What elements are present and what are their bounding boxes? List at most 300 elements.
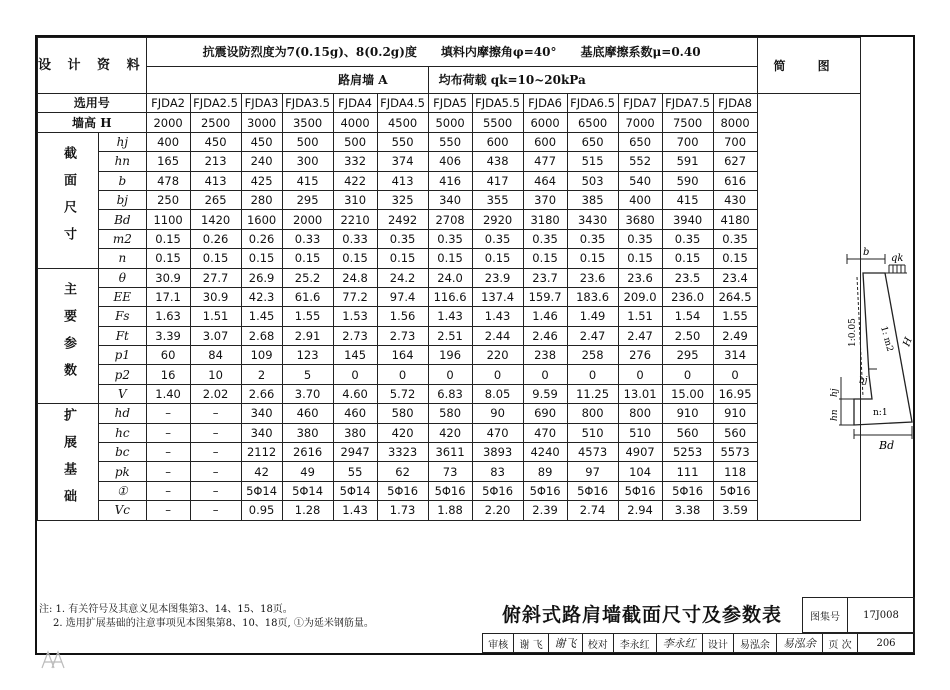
model-cell: FJDA5.5 — [472, 94, 523, 113]
value-cell: 600 — [523, 132, 567, 151]
table-row — [38, 287, 861, 306]
value-cell: 417 — [472, 171, 523, 190]
symbol-cell: hc — [99, 423, 147, 442]
value-cell: 0.35 — [472, 229, 523, 248]
height-cell: 3500 — [282, 113, 333, 132]
value-cell: 1.63 — [146, 307, 190, 326]
value-cell: 3180 — [523, 210, 567, 229]
value-cell: 23.6 — [618, 268, 662, 287]
value-cell: 5Φ16 — [713, 481, 757, 500]
value-cell: 370 — [523, 190, 567, 209]
symbol-cell: m2 — [99, 229, 147, 248]
value-cell: – — [190, 462, 241, 481]
value-cell: 2.51 — [428, 326, 472, 345]
value-cell: 590 — [662, 171, 713, 190]
value-cell: 5Φ14 — [282, 481, 333, 500]
value-cell: 0 — [428, 365, 472, 384]
value-cell: – — [190, 404, 241, 423]
height-cell: 7000 — [618, 113, 662, 132]
group-label: 截面尺寸 — [38, 132, 99, 268]
height-cell: 3000 — [241, 113, 282, 132]
value-cell: 2.02 — [190, 384, 241, 403]
value-cell: 0.15 — [713, 249, 757, 268]
value-cell: 5Φ16 — [428, 481, 472, 500]
value-cell: 1600 — [241, 210, 282, 229]
table-row — [38, 326, 861, 345]
value-cell: 3.70 — [282, 384, 333, 403]
value-cell: 355 — [472, 190, 523, 209]
wall-section-diagram — [817, 227, 915, 462]
value-cell: 690 — [523, 404, 567, 423]
value-cell: 1420 — [190, 210, 241, 229]
value-cell: 4240 — [523, 443, 567, 462]
value-cell: 90 — [472, 404, 523, 423]
value-cell: 400 — [146, 132, 190, 151]
symbol-cell: b — [99, 171, 147, 190]
value-cell: 1.43 — [428, 307, 472, 326]
value-cell: 464 — [523, 171, 567, 190]
value-cell: 2 — [241, 365, 282, 384]
value-cell: 500 — [282, 132, 333, 151]
value-cell: 165 — [146, 152, 190, 171]
value-cell: 3680 — [618, 210, 662, 229]
table-row — [38, 132, 861, 151]
value-cell: 406 — [428, 152, 472, 171]
value-cell: 2492 — [377, 210, 428, 229]
label-hn: hn — [830, 409, 840, 421]
model-cell: FJDA3 — [241, 94, 282, 113]
value-cell: 314 — [713, 346, 757, 365]
value-cell: 240 — [241, 152, 282, 171]
label-H: H — [901, 336, 915, 349]
reviewer-signature: 谢飞 — [549, 634, 583, 653]
table-row — [38, 152, 861, 171]
value-cell: 5Φ14 — [333, 481, 377, 500]
value-cell: 510 — [567, 423, 618, 442]
value-cell: – — [146, 404, 190, 423]
value-cell: 340 — [428, 190, 472, 209]
table-row — [38, 423, 861, 442]
value-cell: 0.15 — [618, 249, 662, 268]
value-cell: 450 — [241, 132, 282, 151]
value-cell: 5Φ16 — [662, 481, 713, 500]
value-cell: 460 — [333, 404, 377, 423]
height-label: 墙高 H — [38, 113, 147, 132]
value-cell: 213 — [190, 152, 241, 171]
value-cell: 413 — [377, 171, 428, 190]
value-cell: 0.35 — [523, 229, 567, 248]
model-cell: FJDA7.5 — [662, 94, 713, 113]
selection-label: 选用号 — [38, 94, 147, 113]
model-row — [38, 94, 861, 113]
table-row — [38, 229, 861, 248]
label-qk: qk — [891, 253, 904, 264]
value-cell: 650 — [618, 132, 662, 151]
value-cell: 2.39 — [523, 501, 567, 520]
value-cell: 238 — [523, 346, 567, 365]
value-cell: 2947 — [333, 443, 377, 462]
symbol-cell: hj — [99, 132, 147, 151]
model-cell: FJDA8 — [713, 94, 757, 113]
label-n: n:1 — [873, 408, 888, 418]
value-cell: 2.94 — [618, 501, 662, 520]
value-cell: 1.40 — [146, 384, 190, 403]
symbol-cell: Vc — [99, 501, 147, 520]
value-cell: 0.95 — [241, 501, 282, 520]
atlas-number-table — [802, 597, 915, 633]
value-cell: 3430 — [567, 210, 618, 229]
label-slope2: 1: m2 — [878, 325, 895, 353]
value-cell: 3.39 — [146, 326, 190, 345]
value-cell: 477 — [523, 152, 567, 171]
atlas-label: 图集号 — [803, 598, 848, 633]
value-cell: 5573 — [713, 443, 757, 462]
value-cell: 415 — [662, 190, 713, 209]
table-row — [38, 384, 861, 403]
note-2: 2. 选用扩展基础的注意事项见本图集第8、10、18页, ①为延米钢筋量。 — [53, 618, 374, 629]
symbol-cell: hn — [99, 152, 147, 171]
drawing-sheet — [35, 35, 915, 655]
value-cell: 183.6 — [567, 287, 618, 306]
value-cell: 295 — [282, 190, 333, 209]
value-cell: 340 — [241, 423, 282, 442]
value-cell: 600 — [472, 132, 523, 151]
value-cell: 413 — [190, 171, 241, 190]
value-cell: 164 — [377, 346, 428, 365]
value-cell: 0.15 — [523, 249, 567, 268]
value-cell: 0.15 — [241, 249, 282, 268]
value-cell: 460 — [282, 404, 333, 423]
height-cell: 5500 — [472, 113, 523, 132]
value-cell: 0 — [472, 365, 523, 384]
value-cell: 1.53 — [333, 307, 377, 326]
symbol-cell: pk — [99, 462, 147, 481]
value-cell: 627 — [713, 152, 757, 171]
table-row — [38, 210, 861, 229]
label-slope1: 1:0.05 — [848, 318, 858, 347]
value-cell: 1.43 — [472, 307, 523, 326]
value-cell: 2.73 — [333, 326, 377, 345]
value-cell: 84 — [190, 346, 241, 365]
height-cell: 7500 — [662, 113, 713, 132]
table-row — [38, 462, 861, 481]
value-cell: 0.15 — [472, 249, 523, 268]
value-cell: 0 — [523, 365, 567, 384]
value-cell: 24.2 — [377, 268, 428, 287]
model-cell: FJDA5 — [428, 94, 472, 113]
model-cell: FJDA4.5 — [377, 94, 428, 113]
designer-name: 易泓余 — [734, 634, 777, 653]
model-cell: FJDA3.5 — [282, 94, 333, 113]
value-cell: 97 — [567, 462, 618, 481]
value-cell: 159.7 — [523, 287, 567, 306]
value-cell: 325 — [377, 190, 428, 209]
design-label: 设计 — [702, 634, 733, 653]
value-cell: 0.15 — [146, 229, 190, 248]
table-row — [38, 268, 861, 287]
height-cell: 2000 — [146, 113, 190, 132]
value-cell: 0 — [618, 365, 662, 384]
value-cell: 196 — [428, 346, 472, 365]
value-cell: 1.45 — [241, 307, 282, 326]
value-cell: 1.54 — [662, 307, 713, 326]
value-cell: 425 — [241, 171, 282, 190]
reviewer-name: 谢 飞 — [514, 634, 549, 653]
value-cell: 4.60 — [333, 384, 377, 403]
value-cell: 2112 — [241, 443, 282, 462]
wall-type: 路肩墙 A — [146, 67, 428, 94]
model-cell: FJDA2 — [146, 94, 190, 113]
value-cell: 1.88 — [428, 501, 472, 520]
value-cell: 3323 — [377, 443, 428, 462]
value-cell: 123 — [282, 346, 333, 365]
value-cell: 400 — [618, 190, 662, 209]
value-cell: 420 — [428, 423, 472, 442]
symbol-cell: Bd — [99, 210, 147, 229]
value-cell: 332 — [333, 152, 377, 171]
value-cell: 24.8 — [333, 268, 377, 287]
label-Bd: Bd — [879, 439, 895, 452]
value-cell: 0.26 — [241, 229, 282, 248]
value-cell: 11.25 — [567, 384, 618, 403]
value-cell: 1.51 — [190, 307, 241, 326]
value-cell: 450 — [190, 132, 241, 151]
symbol-cell: p1 — [99, 346, 147, 365]
model-cell: FJDA6 — [523, 94, 567, 113]
value-cell: 0 — [567, 365, 618, 384]
value-cell: 2708 — [428, 210, 472, 229]
value-cell: 0.15 — [190, 249, 241, 268]
value-cell: 3940 — [662, 210, 713, 229]
value-cell: 800 — [567, 404, 618, 423]
value-cell: 0.35 — [662, 229, 713, 248]
design-conditions: 抗震设防烈度为7(0.15g)、8(0.2g)度 填料内摩擦角φ=40° 基底摩擦系数μ=0.40 — [146, 38, 757, 67]
value-cell: 2.91 — [282, 326, 333, 345]
review-label: 审核 — [483, 634, 514, 653]
signature-table — [482, 633, 915, 653]
value-cell: 4907 — [618, 443, 662, 462]
table-row — [38, 365, 861, 384]
value-cell: 62 — [377, 462, 428, 481]
height-cell: 4000 — [333, 113, 377, 132]
designer-signature: 易泓余 — [776, 634, 822, 653]
table-row — [38, 501, 861, 520]
value-cell: 0 — [333, 365, 377, 384]
symbol-cell: Fs — [99, 307, 147, 326]
value-cell: 23.9 — [472, 268, 523, 287]
value-cell: 250 — [146, 190, 190, 209]
value-cell: 2.73 — [377, 326, 428, 345]
value-cell: 0.35 — [567, 229, 618, 248]
value-cell: 560 — [713, 423, 757, 442]
symbol-cell: n — [99, 249, 147, 268]
value-cell: 5Φ14 — [241, 481, 282, 500]
checker-name: 李永红 — [613, 634, 656, 653]
value-cell: 385 — [567, 190, 618, 209]
value-cell: 104 — [618, 462, 662, 481]
value-cell: 416 — [428, 171, 472, 190]
value-cell: 42 — [241, 462, 282, 481]
value-cell: 438 — [472, 152, 523, 171]
value-cell: 515 — [567, 152, 618, 171]
value-cell: 0.15 — [662, 249, 713, 268]
value-cell: 0.35 — [377, 229, 428, 248]
value-cell: 5Φ16 — [567, 481, 618, 500]
value-cell: 0.15 — [428, 249, 472, 268]
value-cell: 109 — [241, 346, 282, 365]
value-cell: 550 — [428, 132, 472, 151]
value-cell: 0 — [662, 365, 713, 384]
value-cell: 478 — [146, 171, 190, 190]
value-cell: 4180 — [713, 210, 757, 229]
diagram-title: 简 图 — [757, 38, 860, 94]
value-cell: 0.35 — [713, 229, 757, 248]
design-data-label: 设 计 资 料 — [38, 38, 147, 94]
value-cell: 310 — [333, 190, 377, 209]
value-cell: 2.47 — [618, 326, 662, 345]
value-cell: 591 — [662, 152, 713, 171]
page-label: 页 次 — [823, 634, 858, 653]
value-cell: 30.9 — [146, 268, 190, 287]
value-cell: 560 — [662, 423, 713, 442]
value-cell: 15.00 — [662, 384, 713, 403]
value-cell: 3611 — [428, 443, 472, 462]
value-cell: 23.5 — [662, 268, 713, 287]
page-number: 206 — [858, 634, 915, 653]
value-cell: 2.66 — [241, 384, 282, 403]
value-cell: 430 — [713, 190, 757, 209]
value-cell: 503 — [567, 171, 618, 190]
parameter-table — [37, 37, 861, 521]
value-cell: 83 — [472, 462, 523, 481]
value-cell: 61.6 — [282, 287, 333, 306]
value-cell: 55 — [333, 462, 377, 481]
value-cell: 540 — [618, 171, 662, 190]
value-cell: 910 — [713, 404, 757, 423]
value-cell: – — [190, 443, 241, 462]
value-cell: 10 — [190, 365, 241, 384]
value-cell: 8.05 — [472, 384, 523, 403]
value-cell: 580 — [377, 404, 428, 423]
value-cell: 2210 — [333, 210, 377, 229]
table-row — [38, 307, 861, 326]
symbol-cell: EE — [99, 287, 147, 306]
value-cell: 1.28 — [282, 501, 333, 520]
value-cell: 470 — [523, 423, 567, 442]
value-cell: 2.68 — [241, 326, 282, 345]
checker-signature: 李永红 — [656, 634, 702, 653]
symbol-cell: p2 — [99, 365, 147, 384]
value-cell: 0.33 — [282, 229, 333, 248]
value-cell: 5 — [282, 365, 333, 384]
value-cell: 295 — [662, 346, 713, 365]
value-cell: 0.15 — [282, 249, 333, 268]
value-cell: 0 — [377, 365, 428, 384]
value-cell: 137.4 — [472, 287, 523, 306]
value-cell: 340 — [241, 404, 282, 423]
value-cell: 276 — [618, 346, 662, 365]
value-cell: 258 — [567, 346, 618, 365]
value-cell: 0.15 — [146, 249, 190, 268]
value-cell: 1100 — [146, 210, 190, 229]
value-cell: 0.26 — [190, 229, 241, 248]
value-cell: – — [190, 501, 241, 520]
height-row — [38, 113, 861, 132]
table-row — [38, 404, 861, 423]
load-spec: 均布荷载 qk=10~20kPa — [428, 67, 757, 94]
group-label: 扩展基础 — [38, 404, 99, 520]
label-hj: hj — [830, 388, 840, 397]
value-cell: 9.59 — [523, 384, 567, 403]
symbol-cell: bj — [99, 190, 147, 209]
value-cell: 380 — [282, 423, 333, 442]
drawing-title: 俯斜式路肩墙截面尺寸及参数表 — [501, 604, 782, 626]
value-cell: 1.43 — [333, 501, 377, 520]
value-cell: 1.49 — [567, 307, 618, 326]
value-cell: 265 — [190, 190, 241, 209]
value-cell: 616 — [713, 171, 757, 190]
value-cell: 30.9 — [190, 287, 241, 306]
table-row — [38, 171, 861, 190]
value-cell: 97.4 — [377, 287, 428, 306]
value-cell: 17.1 — [146, 287, 190, 306]
value-cell: 0.15 — [567, 249, 618, 268]
table-row — [38, 190, 861, 209]
value-cell: 2920 — [472, 210, 523, 229]
height-cell: 6500 — [567, 113, 618, 132]
value-cell: 3.07 — [190, 326, 241, 345]
label-bj: bj — [859, 376, 868, 386]
value-cell: 510 — [618, 423, 662, 442]
value-cell: 700 — [713, 132, 757, 151]
value-cell: – — [146, 462, 190, 481]
value-cell: 16 — [146, 365, 190, 384]
value-cell: 2.49 — [713, 326, 757, 345]
value-cell: 118 — [713, 462, 757, 481]
value-cell: 73 — [428, 462, 472, 481]
model-cell: FJDA7 — [618, 94, 662, 113]
value-cell: 42.3 — [241, 287, 282, 306]
value-cell: 2000 — [282, 210, 333, 229]
value-cell: 5253 — [662, 443, 713, 462]
value-cell: 26.9 — [241, 268, 282, 287]
height-cell: 4500 — [377, 113, 428, 132]
symbol-cell: Ft — [99, 326, 147, 345]
value-cell: 2.46 — [523, 326, 567, 345]
value-cell: 420 — [377, 423, 428, 442]
value-cell: 27.7 — [190, 268, 241, 287]
table-row — [38, 249, 861, 268]
value-cell: 0.15 — [377, 249, 428, 268]
table-row — [38, 481, 861, 500]
value-cell: 552 — [618, 152, 662, 171]
notes — [39, 603, 374, 631]
value-cell: 415 — [282, 171, 333, 190]
value-cell: 5Φ16 — [618, 481, 662, 500]
value-cell: 4573 — [567, 443, 618, 462]
value-cell: 5Φ16 — [523, 481, 567, 500]
value-cell: 13.01 — [618, 384, 662, 403]
symbol-cell: V — [99, 384, 147, 403]
value-cell: 89 — [523, 462, 567, 481]
value-cell: 1.55 — [713, 307, 757, 326]
value-cell: 264.5 — [713, 287, 757, 306]
value-cell: 6.83 — [428, 384, 472, 403]
value-cell: 2.74 — [567, 501, 618, 520]
value-cell: 5Φ16 — [472, 481, 523, 500]
model-cell: FJDA6.5 — [567, 94, 618, 113]
table-row — [38, 346, 861, 365]
